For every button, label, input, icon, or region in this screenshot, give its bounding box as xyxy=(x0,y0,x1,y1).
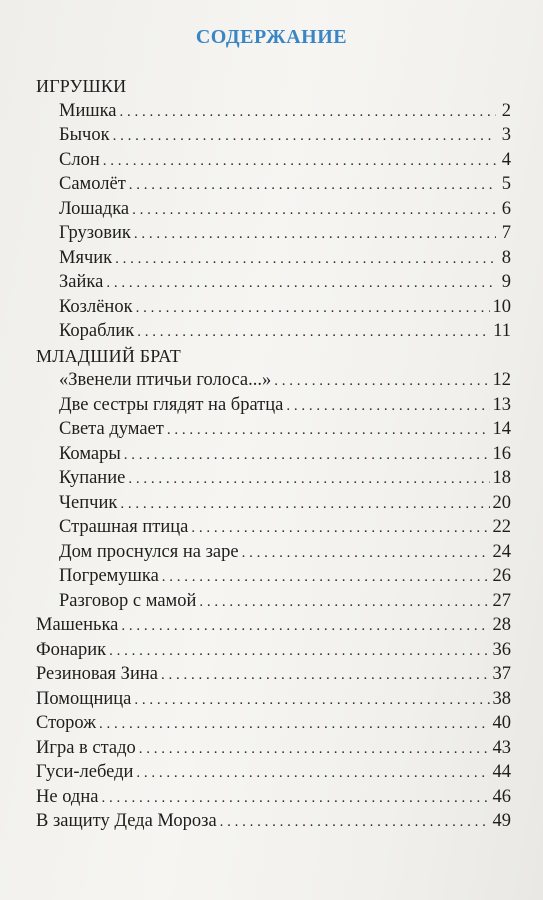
dot-leader xyxy=(132,202,496,219)
dot-leader xyxy=(136,765,489,782)
entry-title: Гуси-лебеди xyxy=(36,762,134,782)
entry-title: Бычок xyxy=(59,125,110,145)
entry-page-number: 3 xyxy=(501,125,511,145)
entry-title: Слон xyxy=(59,149,100,170)
entry-title: Комары xyxy=(59,443,121,464)
entry-page-number: 8 xyxy=(501,247,511,268)
toc-entry xyxy=(0,125,511,150)
table-of-contents xyxy=(0,76,543,836)
dot-leader xyxy=(139,741,490,758)
dot-leader xyxy=(242,545,490,562)
dot-leader xyxy=(99,716,489,733)
entry-page-number: 10 xyxy=(492,296,511,317)
dot-leader xyxy=(220,814,490,831)
toc-entry xyxy=(0,664,511,689)
entry-title: В защиту Деда Мороза xyxy=(36,811,217,831)
entry-page-number: 14 xyxy=(492,419,511,439)
dot-leader xyxy=(121,618,489,635)
toc-entry xyxy=(0,419,511,444)
toc-entry xyxy=(0,321,511,346)
entry-page-number: 46 xyxy=(492,786,511,807)
entry-title: Игра в стадо xyxy=(36,737,136,758)
entry-page-number: 37 xyxy=(492,664,511,684)
entry-page-number: 13 xyxy=(492,394,511,415)
toc-entry xyxy=(0,101,511,126)
dot-leader xyxy=(129,177,496,194)
dot-leader xyxy=(124,447,490,464)
toc-entry xyxy=(0,174,511,199)
toc-entry xyxy=(0,615,511,640)
dot-leader xyxy=(115,251,496,268)
toc-entry xyxy=(0,272,511,297)
toc-entry xyxy=(0,199,511,224)
entry-title: Козлёнок xyxy=(59,296,133,317)
dot-leader xyxy=(199,594,489,611)
entry-title: Две сестры глядят на братца xyxy=(59,394,284,415)
dot-leader xyxy=(274,373,489,390)
dot-leader xyxy=(120,496,489,513)
toc-entry xyxy=(0,223,511,248)
entry-page-number: 7 xyxy=(501,223,511,243)
toc-entry xyxy=(0,468,511,493)
entry-page-number: 5 xyxy=(501,174,511,194)
dot-leader xyxy=(167,422,490,439)
entry-title: Резиновая Зина xyxy=(36,664,158,684)
toc-entry xyxy=(0,762,511,787)
entry-page-number: 16 xyxy=(492,443,511,464)
dot-leader xyxy=(136,300,490,317)
toc-entry xyxy=(0,444,511,469)
entry-title: Купание xyxy=(59,468,126,488)
entry-title: Зайка xyxy=(59,272,104,292)
toc-entry xyxy=(0,738,511,763)
entry-title: Мячик xyxy=(59,247,113,268)
dot-leader xyxy=(113,128,496,145)
entry-page-number: 36 xyxy=(492,639,511,660)
entry-title: Разговор с мамой xyxy=(59,590,197,611)
entry-page-number: 9 xyxy=(501,272,511,292)
dot-leader xyxy=(134,226,496,243)
entry-page-number: 43 xyxy=(492,737,511,758)
dot-leader xyxy=(109,643,489,660)
toc-entry xyxy=(0,566,511,591)
entry-title: Грузовик xyxy=(59,223,131,243)
toc-entry xyxy=(0,297,511,322)
toc-entry xyxy=(0,493,511,518)
entry-page-number: 24 xyxy=(492,541,511,562)
entry-page-number: 12 xyxy=(492,370,511,390)
section-title: МЛАДШИЙ БРАТ xyxy=(36,345,182,366)
toc-entry xyxy=(0,713,511,738)
toc-entry xyxy=(0,395,511,420)
entry-title: Мишка xyxy=(59,100,117,121)
entry-page-number: 22 xyxy=(492,517,511,537)
dot-leader xyxy=(191,520,489,537)
entry-title: Света думает xyxy=(59,419,164,439)
entry-page-number: 49 xyxy=(492,811,511,831)
entry-title: Не одна xyxy=(36,786,99,807)
section-heading xyxy=(0,76,516,101)
dot-leader xyxy=(106,275,496,292)
toc-entry xyxy=(0,689,511,714)
entry-title: Погремушка xyxy=(59,566,159,586)
entry-page-number: 40 xyxy=(492,713,511,733)
section-heading xyxy=(0,346,516,371)
entry-page-number: 6 xyxy=(501,198,511,219)
dot-leader xyxy=(101,790,489,807)
entry-page-number: 4 xyxy=(501,149,511,170)
entry-page-number: 28 xyxy=(492,615,511,635)
toc-entry xyxy=(0,542,511,567)
toc-entry xyxy=(0,811,511,836)
toc-entry xyxy=(0,150,511,175)
dot-leader xyxy=(128,471,489,488)
entry-page-number: 20 xyxy=(492,492,511,513)
dot-leader xyxy=(286,398,489,415)
dot-leader xyxy=(103,153,496,170)
entry-page-number: 44 xyxy=(492,762,511,782)
entry-page-number: 18 xyxy=(492,468,511,488)
entry-page-number: 2 xyxy=(501,100,511,121)
entry-title: Машенька xyxy=(36,615,119,635)
dot-leader xyxy=(120,104,496,121)
entry-title: Фонарик xyxy=(36,639,107,660)
entry-title: «Звенели птичьи голоса...» xyxy=(59,370,272,390)
section-title: ИГРУШКИ xyxy=(36,76,127,96)
toc-entry xyxy=(0,640,511,665)
entry-title: Сторож xyxy=(36,713,97,733)
toc-entry xyxy=(0,787,511,812)
entry-title: Кораблик xyxy=(59,321,135,341)
entry-page-number: 38 xyxy=(492,688,511,709)
toc-entry xyxy=(0,591,511,616)
dot-leader xyxy=(161,667,490,684)
entry-page-number: 27 xyxy=(492,590,511,611)
dot-leader xyxy=(134,692,489,709)
entry-page-number: 11 xyxy=(493,321,511,341)
dot-leader xyxy=(137,324,490,341)
toc-entry xyxy=(0,517,511,542)
entry-title: Лошадка xyxy=(59,198,130,219)
dot-leader xyxy=(162,569,490,586)
entry-title: Чепчик xyxy=(59,492,118,513)
entry-title: Страшная птица xyxy=(59,517,189,537)
toc-entry xyxy=(0,370,511,395)
entry-title: Самолёт xyxy=(59,174,126,194)
entry-page-number: 26 xyxy=(492,566,511,586)
toc-entry xyxy=(0,248,511,273)
entry-title: Помощница xyxy=(36,688,132,709)
page-title: СОДЕРЖАНИЕ xyxy=(195,26,348,48)
entry-title: Дом проснулся на заре xyxy=(59,541,239,562)
